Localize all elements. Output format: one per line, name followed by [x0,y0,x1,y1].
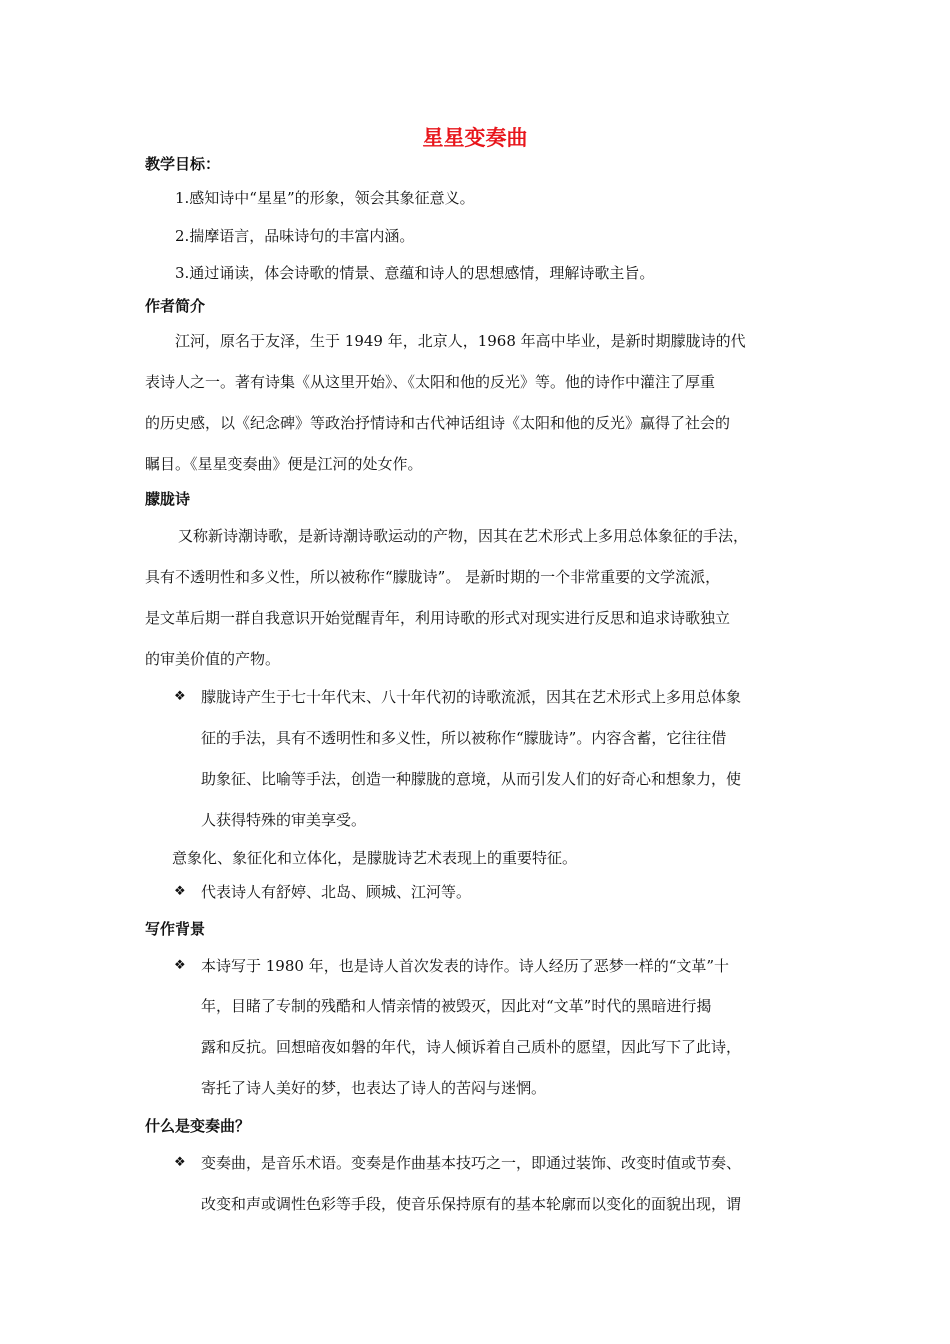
bullet-diamond-icon: ❖ [174,689,186,704]
goal-item: 1.感知诗中“星星”的形象，领会其象征意义。 [175,189,475,207]
variation-bullet-line: 变奏曲，是音乐术语。变奏是作曲基本技巧之一，即通过装饰、改变时值或节奏、 [201,1154,742,1172]
misty-bullet-line: 人获得特殊的审美享受。 [201,811,367,829]
background-bullet-line: 年，目睹了专制的残酷和人情亲情的被毁灭，因此对“文革”时代的黑暗进行揭 [201,997,712,1015]
bullet-diamond-icon: ❖ [174,958,186,973]
misty-note: 意象化、象征化和立体化，是朦胧诗艺术表现上的重要特征。 [172,849,578,867]
author-paragraph-line: 表诗人之一。著有诗集《从这里开始》、《太阳和他的反光》等。他的诗作中灌注了厚重 [145,373,716,391]
section-heading-goals: 教学目标： [145,155,221,173]
author-paragraph-line: 瞩目。《星星变奏曲》便是江河的处女作。 [145,455,423,473]
goal-item: 3.通过诵读，体会诗歌的情景、意蕴和诗人的思想感情，理解诗歌主旨。 [175,264,655,282]
variation-bullet-line: 改变和声或调性色彩等手段，使音乐保持原有的基本轮廓而以变化的面貌出现，谓 [201,1195,742,1213]
author-paragraph-line: 的历史感，以《纪念碑》等政治抒情诗和古代神话组诗《太阳和他的反光》赢得了社会的 [145,414,731,432]
author-paragraph-line: 江河，原名于友泽，生于 1949 年，北京人，1968 年高中毕业，是新时期朦胧诗的代 [175,332,746,350]
bullet-diamond-icon: ❖ [174,884,186,899]
misty-bullet-line: 朦胧诗产生于七十年代末、八十年代初的诗歌流派，因其在艺术形式上多用总体象 [201,688,742,706]
section-heading-background: 写作背景 [145,920,206,938]
misty-representative-poets: 代表诗人有舒婷、北岛、顾城、江河等。 [201,883,472,901]
misty-paragraph-line: 具有不透明性和多义性，所以被称作“朦胧诗”。 是新时期的一个非常重要的文学流派， [145,568,721,586]
background-bullet-line: 露和反抗。回想暗夜如磐的年代，诗人倾诉着自己质朴的愿望，因此写下了此诗， [201,1038,742,1056]
section-heading-author: 作者简介 [145,297,206,315]
misty-bullet-line: 助象征、比喻等手法，创造一种朦胧的意境，从而引发人们的好奇心和想象力，使 [201,770,742,788]
background-bullet-line: 寄托了诗人美好的梦，也表达了诗人的苦闷与迷惘。 [201,1079,547,1097]
misty-paragraph-line: 又称新诗潮诗歌，是新诗潮诗歌运动的产物，因其在艺术形式上多用总体象征的手法， [178,527,749,545]
misty-paragraph-line: 的审美价值的产物。 [145,650,281,668]
misty-bullet-line: 征的手法，具有不透明性和多义性，所以被称作“朦胧诗”。内容含蓄，它往往借 [201,729,727,747]
section-heading-variation: 什么是变奏曲？ [145,1117,251,1135]
misty-paragraph-line: 是文革后期一群自我意识开始觉醒青年，利用诗歌的形式对现实进行反思和追求诗歌独立 [145,609,731,627]
section-heading-misty-poetry: 朦胧诗 [145,490,191,508]
background-bullet-line: 本诗写于 1980 年，也是诗人首次发表的诗作。诗人经历了恶梦一样的“文革”十 [201,957,730,975]
bullet-diamond-icon: ❖ [174,1155,186,1170]
document-title: 星星变奏曲 [422,126,528,150]
goal-item: 2.揣摩语言，品味诗句的丰富内涵。 [175,227,415,245]
